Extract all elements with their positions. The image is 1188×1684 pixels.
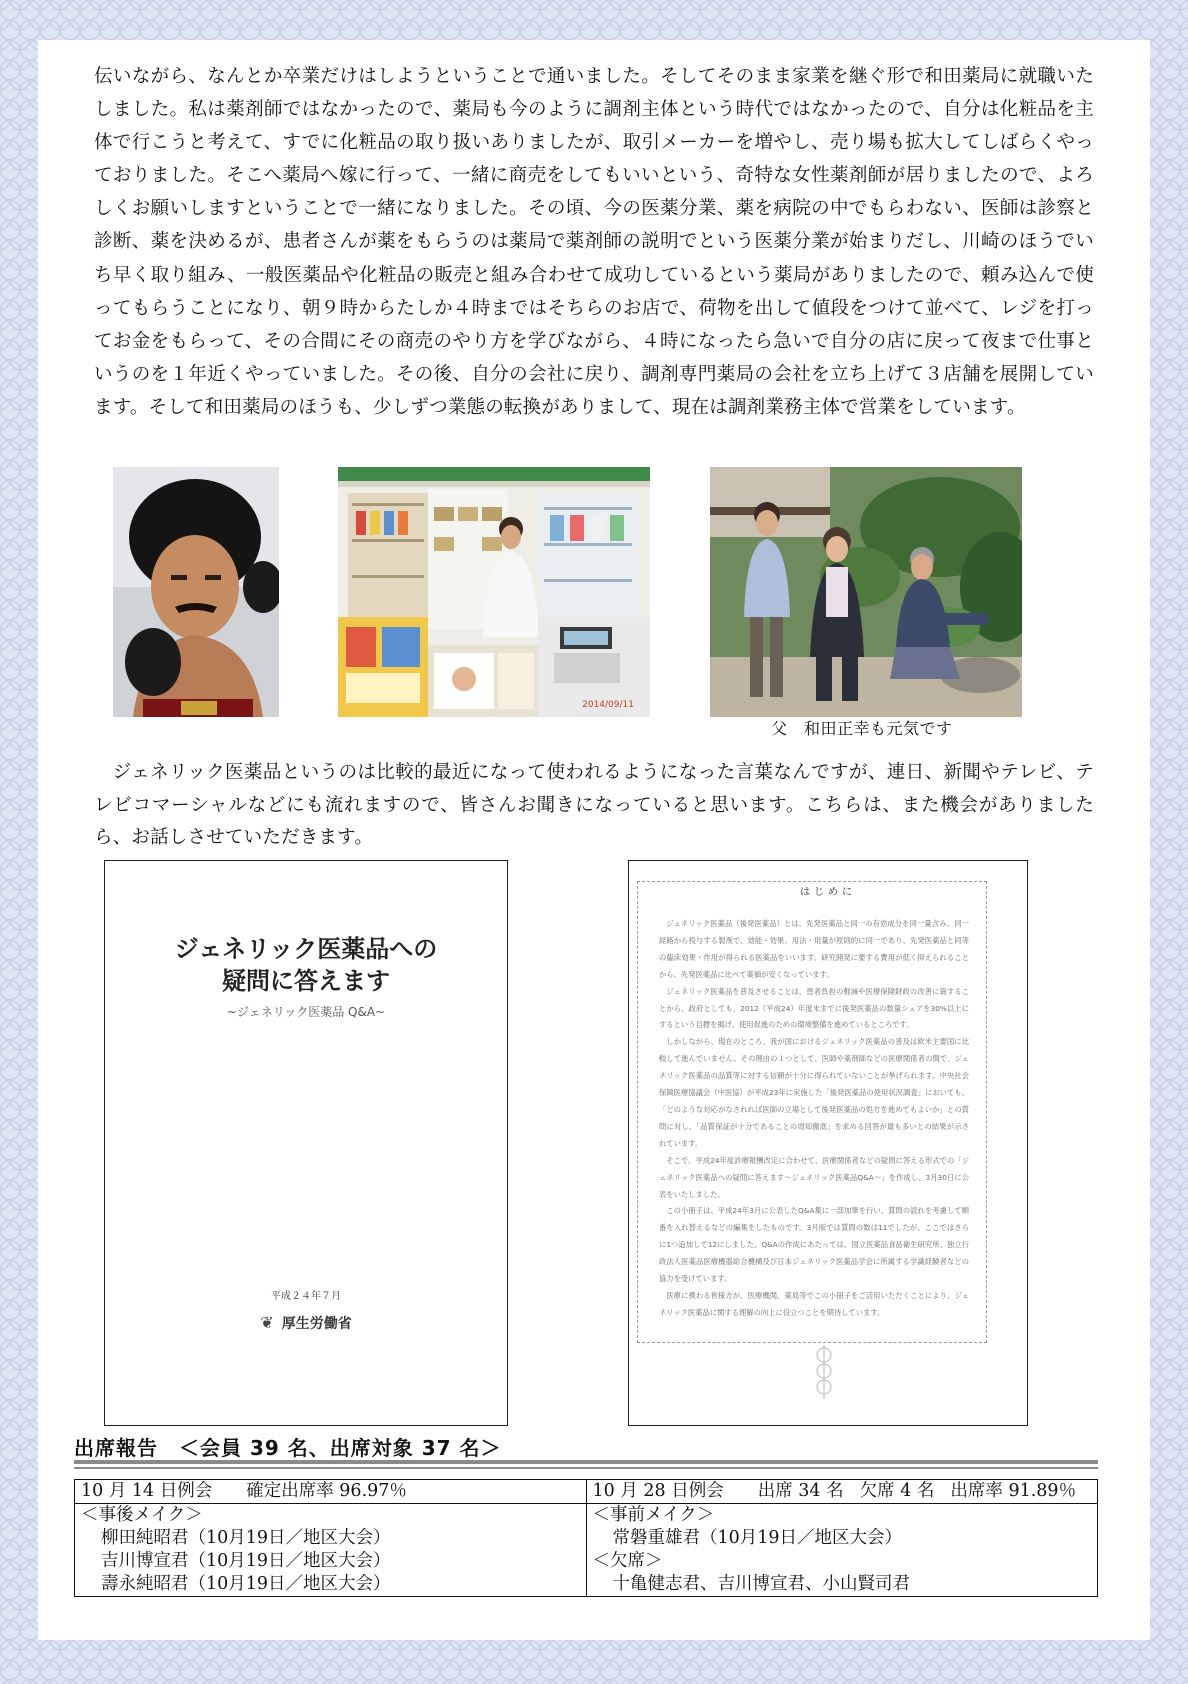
member-entry: 十亀健志君、吉川博宣君、小山賢司君 — [612, 1574, 910, 1594]
makeup-before-absent-cell — [586, 1504, 1098, 1597]
pharmacy-store-photo — [338, 467, 650, 717]
booklet-title-line-2: 疑問に答えます — [222, 967, 390, 995]
absent-count: 欠席 4 名 — [859, 1481, 935, 1501]
photo-date-stamp: 2014/09/11 — [582, 700, 634, 710]
booklet-cover-ministry — [105, 1313, 507, 1333]
newsletter-page — [38, 40, 1150, 1640]
heading-rule-thick — [74, 1460, 1098, 1464]
booklet-cover-date: 平成２４年７月 — [271, 1291, 341, 1302]
intro-paragraph: ジェネリック医薬品を普及させることは、患者負担の軽減や医療保険財政の改善に資することから、政府としても、2012（平成24）年度末までに後発医薬品の数量シェアを30%以上にするという目標を掲げ、使用促進のための環境整備を進めているところです。 — [659, 986, 969, 1030]
member-entry: 壽永純昭君（10月19日／地区大会） — [101, 1574, 391, 1594]
attendance-detail-row — [75, 1504, 1098, 1597]
ministry-name: 厚生労働省 — [281, 1316, 352, 1332]
page-ornament-icon — [794, 1341, 854, 1401]
attendance-rate: 確定出席率 96.97％ — [246, 1481, 407, 1501]
heading-rule-thin — [74, 1467, 1098, 1469]
booklet-cover — [104, 860, 508, 1426]
meeting-date: 10 月 28 日例会 — [592, 1481, 724, 1501]
section-label: ＜欠席＞ — [592, 1551, 663, 1571]
intro-paragraph: 医療に携わる皆様方が、医療機関、薬局等でこの小冊子をご活用いただくことにより、ジェネリック医薬品に関する理解の向上に役立つことを期待しています。 — [659, 1290, 969, 1317]
intro-body — [659, 916, 969, 1322]
booklet-intro-page — [628, 860, 1028, 1426]
meeting-oct14-header — [75, 1480, 587, 1504]
article-paragraph-1: 伝いながら、なんとか卒業だけはしようということで通いました。そしてそのまま家業を継ぐ形で和田薬局に就職いたしました。私は薬剤師ではなかったので、薬局も今のように調剤主体という時代ではなかったので、自分は化粧品を主体で行こうと考えて、すでに化粧品の取り扱いありましたが、取引メーカーを増やし、売り場も拡大してしばらくやっておりました。そこへ薬局へ嫁に行って、一緒に商売をしてもいいという、奇特な女性薬剤師が居りましたので、よろしくお願いしますということで一緒になりました。その頃、今の医薬分業、薬を病院の中でもらわない、医師は診察と診断、薬を決めるが、患者さんが薬をもらうのは薬局で薬剤師の説明でという医薬分業が始まりだし、川崎のほうでいち早く取り組み、一般医薬品や化粧品の販売と組み合わせて成功しているという薬局がありましたので、頼み込んで使ってもらうことになり、朝９時からたしか４時まではそちらのお店で、荷物を出して値段をつけて並べて、レジを打ってお金をもらって、その合間にその商売のやり方を学びながら、４時になったら急いで自分の店に戻って夜まで仕事というのを１年近くやっていました。その後、自分の会社に戻り、調剤専門薬局の会社を立ち上げて３店舗を展開しています。そして和田薬局のほうも、少しずつ業態の転換がありまして、現在は調剤業務主体で営業をしています。 — [94, 66, 1095, 418]
attendance-rate: 出席率 91.89％ — [950, 1481, 1077, 1501]
present-count: 出席 34 名 — [757, 1481, 844, 1501]
attendance-heading: 出席報告 ＜会員 39 名、出席対象 37 名＞ — [74, 1436, 502, 1460]
boxer-photo — [113, 467, 279, 717]
member-entry: 常磐重雄君（10月19日／地区大会） — [612, 1528, 903, 1548]
article-paragraph-2-text: ジェネリック医薬品というのは比較的最近になって使われるようになった言葉なんですが、連日、新聞やテレビ、テレビコマーシャルなどにも流れますので、皆さんお聞きになっていると思います。こちらは、また機会がありましたら、お話しさせていただきます。 — [94, 762, 1094, 848]
section-label: ＜事前メイク＞ — [592, 1505, 715, 1525]
attendance-header-row — [75, 1480, 1098, 1504]
meeting-oct28-header — [586, 1480, 1098, 1504]
intro-paragraph: この小冊子は、平成24年3月に公表したQ&A集に一部加筆を行い、質問の読れを考慮して順番を入れ替えるなどの編集をしたものです。3月版では質問の数は11でしたが、ここではさらに1つ追加して12にしました。Q&Aの作成にあたっては、国立医薬品食品衛生研究所、独立行政法人医薬品医療機器総合機構及び日本ジェネリック医薬品学会に所属する学識経験者などの協力を受けています。 — [659, 1206, 969, 1284]
booklet-cover-title — [105, 933, 507, 997]
photo-caption: 父 和田正幸も元気です — [771, 719, 953, 738]
attendance-table — [74, 1479, 1098, 1597]
ministry-logo-icon: ❦ — [260, 1313, 274, 1332]
member-entry: 柳田純昭君（10月19日／地区大会） — [101, 1528, 391, 1548]
family-garden-photo — [710, 467, 1022, 717]
article-paragraph-2 — [94, 757, 1094, 855]
section-label: ＜事後メイク＞ — [81, 1505, 203, 1525]
makeup-after-cell — [75, 1504, 587, 1597]
member-entry: 吉川博宣君（10月19日／地区大会） — [101, 1551, 391, 1571]
intro-paragraph: ジェネリック医薬品（後発医薬品）とは、先発医薬品と同一の有効成分を同一量含み、同一経路から投与する製剤で、効能・効果、用法・用量が原則的に同一であり、先発医薬品と同等の臨床効果・作用が得られる医薬品をいいます。研究開発に要する費用が低く抑えられることから、先発医薬品に比べて薬価が安くなっています。 — [659, 919, 969, 979]
booklet-title-line-1: ジェネリック医薬品への — [174, 935, 438, 963]
meeting-date: 10 月 14 日例会 — [81, 1481, 213, 1501]
intro-title: はじめに — [800, 887, 856, 898]
intro-paragraph: しかしながら、現在のところ、我が国におけるジェネリック医薬品の普及は欧米主要国に比較して進んでいません。その理由の１つとして、医師や薬剤師などの医療関係者の間で、ジェネリック医薬品の品質等に対する信頼が十分に得られていないことが挙げられます。中央社会保険医療協議会（中医協）が平成23年に実施した「後発医薬品の使用状況調査」においても、「どのような対応がなされれば医師の立場として後発医薬品の処方を進めてもよいか」との質問に対し、「品質保証が十分であることの周知徹底」を求める回答が最も多いとの結果が示されています。 — [659, 1037, 969, 1148]
intro-paragraph: そこで、平成24年度診療報酬改定に合わせて、医療関係者などの疑問に答える形式での「ジェネリック医薬品への疑問に答えます～ジェネリック医薬品Q&A～」を作成し、3月30日に公表をいたしました。 — [659, 1155, 969, 1199]
booklet-cover-subtitle: ~ジェネリック医薬品 Q&A~ — [226, 1005, 386, 1019]
